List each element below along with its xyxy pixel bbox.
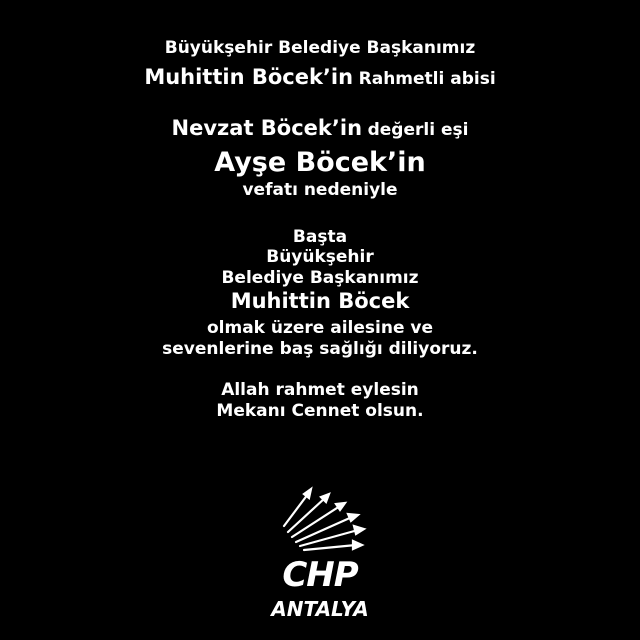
deceased-brother-name: Muhittin Böcek’in: [144, 65, 354, 89]
chp-logo-text: CHP: [282, 555, 358, 595]
chp-six-arrows-icon: [270, 484, 370, 554]
relation-text-2: değerli eşi: [367, 120, 469, 140]
message-line-13: Mekanı Cennet olsun.: [216, 401, 424, 421]
message-line-6: Başta: [292, 227, 348, 247]
message-line-10: olmak üzere ailesine ve: [206, 318, 434, 338]
husband-name: Nevzat Böcek’in: [171, 116, 363, 140]
message-line-8: Belediye Başkanımız: [221, 268, 419, 288]
message-line-11: sevenlerine baş sağlığı diliyoruz.: [162, 339, 478, 359]
message-line-7: Büyükşehir: [266, 247, 374, 267]
mayor-name: Muhittin Böcek: [230, 289, 410, 313]
message-line-1: Büyükşehir Belediye Başkanımız: [164, 38, 476, 58]
city-label: ANTALYA: [271, 597, 369, 621]
message-line-12: Allah rahmet eylesin: [221, 380, 419, 400]
message-line-2: [0, 67, 640, 88]
message-line-5: vefatı nedeniyle: [242, 180, 398, 200]
message-line-3: [0, 118, 640, 139]
deceased-name: Ayşe Böcek’in: [214, 147, 426, 178]
relation-text: Rahmetli abisi: [358, 69, 496, 89]
